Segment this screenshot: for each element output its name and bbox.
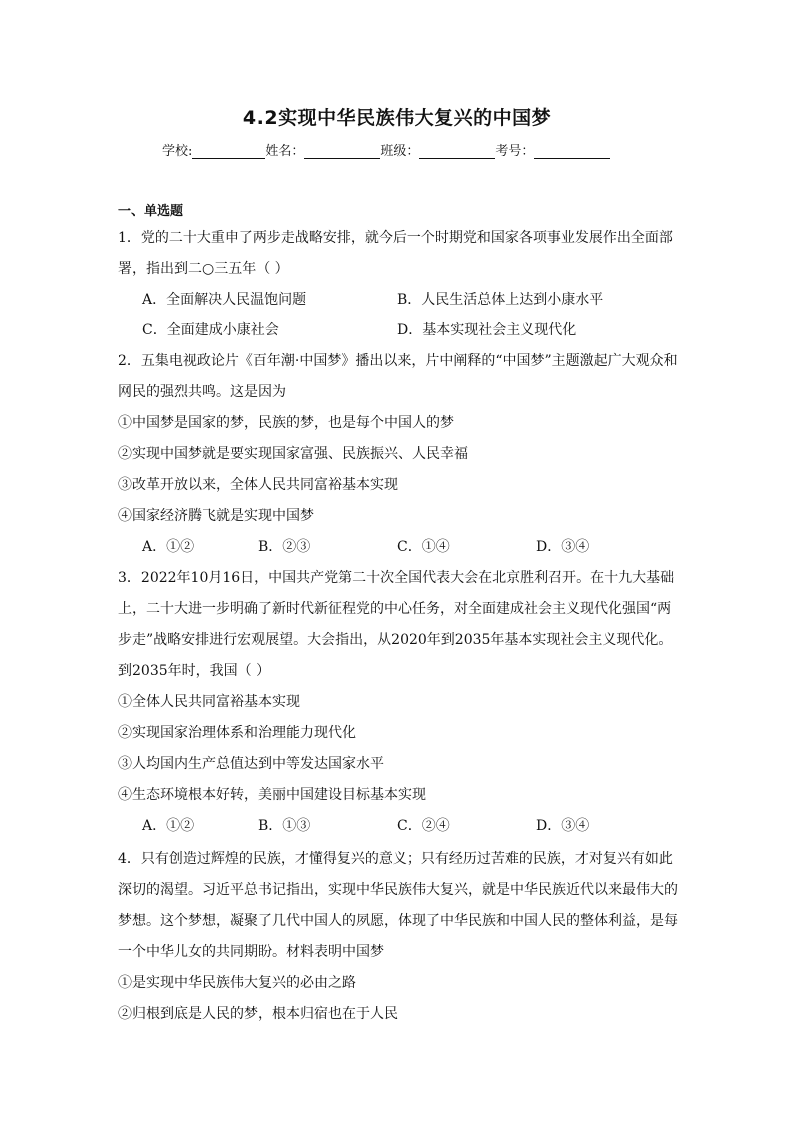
name-field[interactable]	[304, 144, 380, 159]
question-1-stem-line-2: 署，指出到二○三五年（ ）	[118, 261, 289, 277]
question-3-stem-line-4: 到2035年时，我国（ ）	[118, 663, 271, 679]
question-4-stem-line-4: 一个中华儿女的共同期盼。材料表明中国梦	[118, 944, 384, 960]
question-1-option-d[interactable]: D．基本实现社会主义现代化	[397, 322, 577, 338]
question-1-option-b[interactable]: B．人民生活总体上达到小康水平	[397, 292, 604, 308]
question-2-option-b[interactable]: B．②③	[258, 539, 311, 555]
question-1-option-a[interactable]: A．全面解决人民温饱问题	[142, 292, 307, 308]
question-2-option-c[interactable]: C．①④	[397, 539, 450, 555]
school-field[interactable]	[192, 144, 265, 159]
question-3-statement-3: ③人均国内生产总值达到中等发达国家水平	[118, 756, 384, 772]
question-4-stem-line-2: 深切的渴望。习近平总书记指出，实现中华民族伟大复兴，就是中华民族近代以来最伟大的	[118, 882, 678, 898]
question-3-option-d[interactable]: D．③④	[536, 818, 590, 834]
section-title: 一、单选题	[118, 204, 184, 219]
exam-number-label: 考号：	[495, 144, 535, 159]
class-field[interactable]	[419, 144, 495, 159]
question-4-statement-2: ②归根到底是人民的梦，根本归宿也在于人民	[118, 1006, 398, 1022]
name-label: 姓名：	[265, 144, 305, 159]
question-3-stem-line-1: 3．2022年10月16日，中国共产党第二十次全国代表大会在北京胜利召开。在十九大基础	[118, 570, 675, 586]
school-label: 学校:	[162, 144, 193, 159]
question-2-stem-line-2: 网民的强烈共鸣。这是因为	[118, 384, 286, 400]
question-2-option-d[interactable]: D．③④	[536, 539, 590, 555]
question-2-statement-4: ④国家经济腾飞就是实现中国梦	[118, 508, 314, 524]
question-2-statement-3: ③改革开放以来，全体人民共同富裕基本实现	[118, 477, 398, 493]
class-label: 班级：	[380, 144, 420, 159]
question-3-option-c[interactable]: C．②④	[397, 818, 450, 834]
question-3-statement-4: ④生态环境根本好转，美丽中国建设目标基本实现	[118, 787, 426, 803]
question-3-statement-2: ②实现国家治理体系和治理能力现代化	[118, 725, 356, 741]
question-4-statement-1: ①是实现中华民族伟大复兴的必由之路	[118, 975, 356, 991]
student-info-line	[162, 140, 642, 159]
question-3-statement-1: ①全体人民共同富裕基本实现	[118, 694, 300, 710]
question-3-option-a[interactable]: A．①②	[142, 818, 195, 834]
question-4-stem-line-1: 4．只有创造过辉煌的民族，才懂得复兴的意义；只有经历过苦难的民族，才对复兴有如此	[118, 851, 673, 867]
question-2-stem-line-1: 2．五集电视政论片《百年潮·中国梦》播出以来，片中阐释的“中国梦”主题激起广大观众和	[118, 353, 678, 369]
question-3-stem-line-2: 上，二十大进一步明确了新时代新征程党的中心任务，对全面建成社会主义现代化强国“两	[118, 601, 672, 617]
question-3-option-b[interactable]: B．①③	[258, 818, 311, 834]
page-title: 4.2实现中华民族伟大复兴的中国梦	[242, 107, 552, 129]
question-2-option-a[interactable]: A．①②	[142, 539, 195, 555]
question-1-stem-line-1: 1．党的二十大重申了两步走战略安排，就今后一个时期党和国家各项事业发展作出全面部	[118, 230, 673, 246]
exam-number-field[interactable]	[534, 144, 610, 159]
question-2-statement-2: ②实现中国梦就是要实现国家富强、民族振兴、人民幸福	[118, 446, 468, 462]
question-4-stem-line-3: 梦想。这个梦想，凝聚了几代中国人的夙愿，体现了中华民族和中国人民的整体利益，是每	[118, 913, 678, 929]
question-3-stem-line-3: 步走”战略安排进行宏观展望。大会指出，从2020年到2035年基本实现社会主义现代化。	[118, 632, 673, 648]
question-2-statement-1: ①中国梦是国家的梦，民族的梦，也是每个中国人的梦	[118, 415, 454, 431]
question-1-option-c[interactable]: C．全面建成小康社会	[142, 322, 279, 338]
